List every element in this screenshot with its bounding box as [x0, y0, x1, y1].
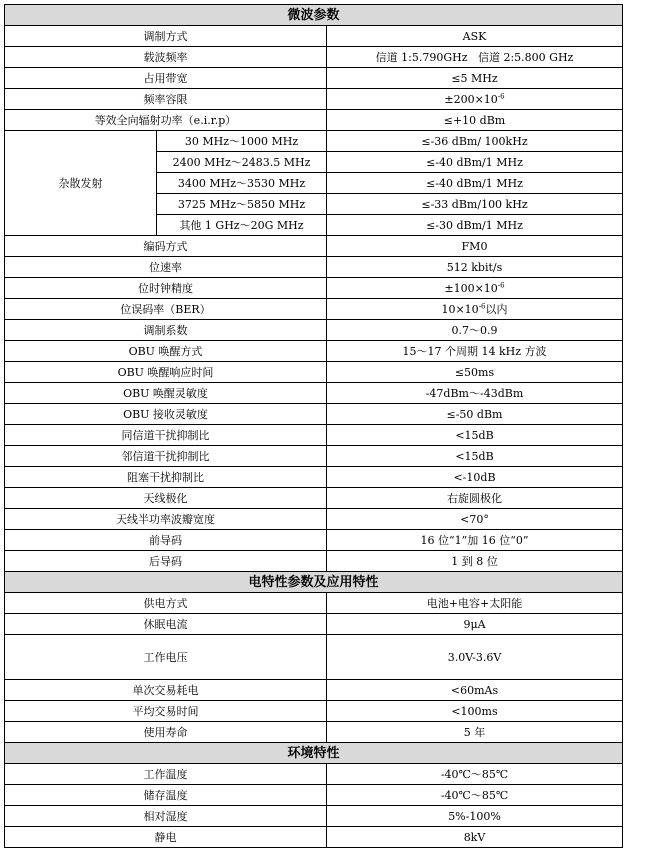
param-label: 天线极化	[5, 488, 327, 509]
param-value: <15dB	[327, 446, 623, 467]
freq-range: 3400 MHz～3530 MHz	[157, 173, 327, 194]
param-value: ≤-40 dBm/1 MHz	[327, 152, 623, 173]
param-value: ≤5 MHz	[327, 68, 623, 89]
param-value: 电池+电容+太阳能	[327, 593, 623, 614]
table-row	[5, 701, 623, 722]
param-value: ≤-33 dBm/100 kHz	[327, 194, 623, 215]
param-value: -40℃～85℃	[327, 764, 623, 785]
param-value: -47dBm～-43dBm	[327, 383, 623, 404]
param-value: ≤-36 dBm/ 100kHz	[327, 131, 623, 152]
freq-range: 30 MHz～1000 MHz	[157, 131, 327, 152]
table-row	[5, 530, 623, 551]
param-value: 信道 1:5.790GHz 信道 2:5.800 GHz	[327, 47, 623, 68]
value-exponent: -6	[497, 280, 505, 289]
param-label: 频率容限	[5, 89, 327, 110]
table-row	[5, 764, 623, 785]
param-value: 0.7～0.9	[327, 320, 623, 341]
param-value: ≤50ms	[327, 362, 623, 383]
table-row	[5, 467, 623, 488]
table-row	[5, 425, 623, 446]
param-label: 杂散发射	[5, 131, 157, 236]
table-row	[5, 806, 623, 827]
param-value: ASK	[327, 26, 623, 47]
value-suffix: 以内	[485, 302, 508, 316]
table-row	[5, 404, 623, 425]
param-value: <-10dB	[327, 467, 623, 488]
value-base: ±200×10	[444, 92, 498, 106]
param-label: 相对湿度	[5, 806, 327, 827]
table-row	[5, 236, 623, 257]
section-title: 微波参数	[5, 5, 623, 26]
table-row	[5, 614, 623, 635]
param-label: 等效全向辐射功率（e.i.r.p）	[5, 110, 327, 131]
table-row	[5, 509, 623, 530]
table-row	[5, 680, 623, 701]
param-label: OBU 唤醒响应时间	[5, 362, 327, 383]
param-label: 后导码	[5, 551, 327, 572]
param-value: ≤+10 dBm	[327, 110, 623, 131]
param-value: 右旋圆极化	[327, 488, 623, 509]
table-row	[5, 383, 623, 404]
param-value	[327, 89, 623, 110]
param-label: 储存温度	[5, 785, 327, 806]
param-value: FM0	[327, 236, 623, 257]
param-value: <60mAs	[327, 680, 623, 701]
param-label: 编码方式	[5, 236, 327, 257]
param-label: 占用带宽	[5, 68, 327, 89]
table-row	[5, 89, 623, 110]
param-value: 8kV	[327, 827, 623, 848]
param-label: 位时钟精度	[5, 278, 327, 299]
freq-range: 2400 MHz～2483.5 MHz	[157, 152, 327, 173]
param-value: ≤-50 dBm	[327, 404, 623, 425]
param-value	[327, 278, 623, 299]
table-row	[5, 341, 623, 362]
param-label: 位误码率（BER）	[5, 299, 327, 320]
table-row	[5, 68, 623, 89]
table-row	[5, 593, 623, 614]
param-label: 工作电压	[5, 635, 327, 680]
param-value: ≤-30 dBm/1 MHz	[327, 215, 623, 236]
freq-range: 3725 MHz～5850 MHz	[157, 194, 327, 215]
param-label: 休眠电流	[5, 614, 327, 635]
param-label: 单次交易耗电	[5, 680, 327, 701]
table-row	[5, 278, 623, 299]
param-value: <100ms	[327, 701, 623, 722]
section-title: 环境特性	[5, 743, 623, 764]
param-value: 512 kbit/s	[327, 257, 623, 278]
table-row	[5, 257, 623, 278]
param-value: 1 到 8 位	[327, 551, 623, 572]
section-header-environment	[5, 743, 623, 764]
freq-range: 其他 1 GHz～20G MHz	[157, 215, 327, 236]
table-row	[5, 26, 623, 47]
table-row	[5, 827, 623, 848]
table-row	[5, 47, 623, 68]
table-row	[5, 362, 623, 383]
table-row	[5, 131, 623, 152]
value-base: 10×10	[441, 302, 479, 316]
param-value: -40℃～85℃	[327, 785, 623, 806]
section-header-electrical	[5, 572, 623, 593]
table-row	[5, 299, 623, 320]
param-value: 9μA	[327, 614, 623, 635]
param-label: OBU 接收灵敏度	[5, 404, 327, 425]
param-label: 同信道干扰抑制比	[5, 425, 327, 446]
param-label: 平均交易时间	[5, 701, 327, 722]
section-header-microwave	[5, 5, 623, 26]
param-value: 5%-100%	[327, 806, 623, 827]
param-label: 静电	[5, 827, 327, 848]
table-row	[5, 488, 623, 509]
value-base: ±100×10	[444, 281, 498, 295]
spec-table	[4, 4, 623, 848]
param-value: 16 位“1”加 16 位“0”	[327, 530, 623, 551]
table-row	[5, 785, 623, 806]
value-exponent: -6	[497, 91, 505, 100]
param-label: 前导码	[5, 530, 327, 551]
param-value: 5 年	[327, 722, 623, 743]
table-row	[5, 446, 623, 467]
param-value: <15dB	[327, 425, 623, 446]
table-row	[5, 110, 623, 131]
table-row	[5, 635, 623, 680]
param-label: 供电方式	[5, 593, 327, 614]
param-label: 位速率	[5, 257, 327, 278]
spec-sheet	[4, 0, 628, 848]
param-value: ≤-40 dBm/1 MHz	[327, 173, 623, 194]
param-label: 载波频率	[5, 47, 327, 68]
param-label: 调制系数	[5, 320, 327, 341]
param-label: 天线半功率波瓣宽度	[5, 509, 327, 530]
param-value: <70°	[327, 509, 623, 530]
section-title: 电特性参数及应用特性	[5, 572, 623, 593]
param-value: 15～17 个周期 14 kHz 方波	[327, 341, 623, 362]
table-row	[5, 320, 623, 341]
param-label: 使用寿命	[5, 722, 327, 743]
table-row	[5, 551, 623, 572]
param-label: OBU 唤醒方式	[5, 341, 327, 362]
param-value: 3.0V-3.6V	[327, 635, 623, 680]
value-exponent: -6	[478, 301, 486, 310]
param-label: OBU 唤醒灵敏度	[5, 383, 327, 404]
param-label: 工作温度	[5, 764, 327, 785]
param-value	[327, 299, 623, 320]
table-row	[5, 722, 623, 743]
param-label: 阻塞干扰抑制比	[5, 467, 327, 488]
param-label: 邻信道干扰抑制比	[5, 446, 327, 467]
param-label: 调制方式	[5, 26, 327, 47]
